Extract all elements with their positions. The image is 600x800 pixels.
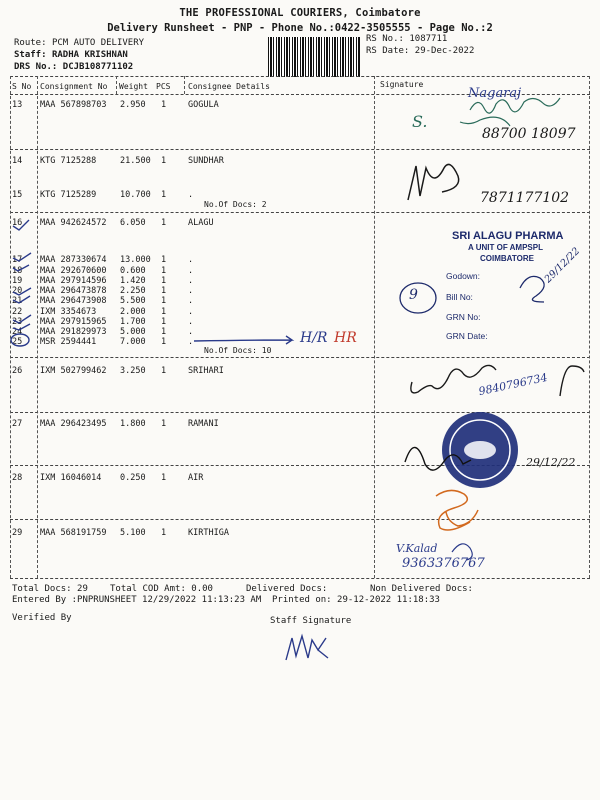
cell-sno: 22 <box>12 307 23 317</box>
cell-sno: 26 <box>12 366 23 376</box>
cell-sno: 23 <box>12 317 23 327</box>
cell-consignment-no: IXM 502799462 <box>40 366 107 376</box>
cell-consignee: . <box>188 296 194 306</box>
cell-consignee: . <box>188 337 194 347</box>
cell-weight: 3.250 <box>120 366 146 376</box>
cell-sno: 19 <box>12 276 23 286</box>
cell-weight: 0.600 <box>120 266 146 276</box>
handwritten-note-red: HR <box>334 330 357 346</box>
cell-sno: 24 <box>12 327 23 337</box>
rs-date-value: 29-Dec-2022 <box>414 46 475 56</box>
cell-sno: 17 <box>12 255 23 265</box>
non-delivered-docs: Non Delivered Docs: <box>370 584 473 594</box>
signature-stroke <box>408 164 459 200</box>
cell-sno: 13 <box>12 100 23 110</box>
cell-pcs: 1 <box>161 317 167 327</box>
header-consignee: Consignee Details <box>188 82 270 91</box>
staff-signature-text <box>294 640 296 641</box>
cell-weight: 5.000 <box>120 327 146 337</box>
handwritten-phone: 88700 18097 <box>482 126 576 142</box>
entered-by: Entered By :PNPRUNSHEET 12/29/2022 11:13:23 AM <box>12 595 262 605</box>
cell-consignee: GOGULA <box>188 100 219 110</box>
handwritten-phone: 9840796734 <box>477 370 549 399</box>
stamp-grn-date: GRN Date: <box>446 331 488 341</box>
cell-pcs: 1 <box>161 190 167 200</box>
cell-consignment-no: MAA 291829973 <box>40 327 107 337</box>
total-cod: Total COD Amt: 0.00 <box>110 584 213 594</box>
cell-pcs: 1 <box>161 255 167 265</box>
staff-signature-stroke <box>286 636 328 660</box>
tick-mark <box>13 265 29 271</box>
signature-stroke <box>460 117 510 126</box>
cell-weight: 2.250 <box>120 286 146 296</box>
cell-consignment-no: MAA 296473908 <box>40 296 107 306</box>
cell-weight: 21.500 <box>120 156 151 166</box>
cell-consignee: SUNDHAR <box>188 156 224 166</box>
route-value: PCM AUTO DELIVERY <box>51 38 145 48</box>
cell-consignment-no: MAA 297914596 <box>40 276 107 286</box>
cell-sno: 15 <box>12 190 23 200</box>
arrow-mark <box>194 336 292 344</box>
cell-weight: 5.500 <box>120 296 146 306</box>
handwritten-phone: 9363376767 <box>402 556 485 571</box>
stamp-city: COIMBATORE <box>480 254 534 263</box>
handwritten-phone: 7871177102 <box>480 190 570 206</box>
cell-pcs: 1 <box>161 419 167 429</box>
cell-consignment-no: MAA 296473878 <box>40 286 107 296</box>
cell-pcs: 1 <box>161 276 167 286</box>
cell-weight: 13.000 <box>120 255 151 265</box>
circle-mark <box>400 283 436 313</box>
cell-consignment-no: MSR 2594441 <box>40 337 97 347</box>
cell-weight: 2.950 <box>120 100 146 110</box>
tick-mark <box>13 253 31 261</box>
handwritten-note: H/R <box>300 330 328 346</box>
header-consignment: Consignment No <box>40 82 108 91</box>
handwritten-date: 29/12/22 <box>526 456 576 469</box>
no-of-docs-note: No.Of Docs: 2 <box>204 200 267 209</box>
handwritten-number: 9 <box>409 287 418 303</box>
stamp-godown: Godown: <box>446 271 481 281</box>
handwritten-name: V.Kalad <box>396 542 438 555</box>
cell-consignee: . <box>188 286 194 296</box>
cell-consignment-no: IXM 3354673 <box>40 307 97 317</box>
no-of-docs-note: No.Of Docs: 10 <box>204 346 272 355</box>
cell-consignment-no: MAA 287330674 <box>40 255 107 265</box>
runsheet-title: Delivery Runsheet - PNP - Phone No.:0422-3505555 - Page No.:2 <box>107 22 493 34</box>
cell-pcs: 1 <box>161 218 167 228</box>
handwritten-initials: S. <box>412 112 428 131</box>
tick-mark <box>13 296 30 303</box>
cell-pcs: 1 <box>161 307 167 317</box>
stamp-grn-no: GRN No: <box>446 312 481 322</box>
cell-pcs: 1 <box>161 528 167 538</box>
cell-consignee: KIRTHIGA <box>188 528 229 538</box>
cell-sno: 14 <box>12 156 23 166</box>
company-title: THE PROFESSIONAL COURIERS, Coimbatore <box>179 7 421 19</box>
cell-consignee: . <box>188 266 194 276</box>
cell-consignee: . <box>188 276 194 286</box>
cell-weight: 1.800 <box>120 419 146 429</box>
cell-weight: 2.000 <box>120 307 146 317</box>
tick-mark <box>13 324 30 330</box>
cell-sno: 27 <box>12 419 23 429</box>
handwritten-name: Nagaraj <box>468 86 522 101</box>
handwritten-date: 29/12/22 <box>542 245 583 286</box>
total-docs: Total Docs: 29 <box>12 584 88 594</box>
cell-consignee: . <box>188 307 194 317</box>
cell-sno: 25 <box>12 337 23 347</box>
cell-sno: 20 <box>12 286 23 296</box>
stamp-sub: A UNIT OF AMPSPL <box>468 243 543 252</box>
stamp-name: SRI ALAGU PHARMA <box>452 230 564 242</box>
delivered-docs: Delivered Docs: <box>246 584 328 594</box>
cell-consignee: AIR <box>188 473 204 483</box>
cell-sno: 29 <box>12 528 23 538</box>
cell-pcs: 1 <box>161 296 167 306</box>
stamp-bill-no: Bill No: <box>446 292 473 302</box>
cell-pcs: 1 <box>161 327 167 337</box>
cell-weight: 1.420 <box>120 276 146 286</box>
cell-pcs: 1 <box>161 337 167 347</box>
header-sno: S No <box>12 82 32 91</box>
cell-consignee: RAMANI <box>188 419 219 429</box>
tick-mark <box>13 288 31 295</box>
signature-stroke <box>520 276 544 302</box>
cell-weight: 6.050 <box>120 218 146 228</box>
cell-sno: 16 <box>12 218 23 228</box>
route-label: Route: <box>14 38 47 48</box>
cell-sno: 28 <box>12 473 23 483</box>
cell-consignment-no: MAA 568191759 <box>40 528 107 538</box>
cell-consignee: . <box>188 255 194 265</box>
printed-on: Printed on: 29-12-2022 11:18:33 <box>272 595 440 605</box>
header-signature: Signature <box>380 80 424 89</box>
round-stamp <box>405 412 518 488</box>
cell-consignment-no: MAA 297915965 <box>40 317 107 327</box>
cell-consignment-no: IXM 16046014 <box>40 473 102 483</box>
cell-weight: 5.100 <box>120 528 146 538</box>
staff-label: Staff: <box>14 50 47 60</box>
cell-sno: 21 <box>12 296 23 306</box>
cell-weight: 0.250 <box>120 473 146 483</box>
cell-consignee: SRIHARI <box>188 366 224 376</box>
cell-pcs: 1 <box>161 286 167 296</box>
cell-weight: 7.000 <box>120 337 146 347</box>
rs-date-label: RS Date: <box>366 46 410 56</box>
cell-pcs: 1 <box>161 366 167 376</box>
cell-consignee: . <box>188 327 194 337</box>
rs-no-label: RS No.: <box>366 34 404 44</box>
cell-pcs: 1 <box>161 100 167 110</box>
cell-consignment-no: MAA 567898703 <box>40 100 107 110</box>
cell-consignment-no: KTG 7125288 <box>40 156 97 166</box>
cell-consignee: ALAGU <box>188 218 214 228</box>
cell-weight: 1.700 <box>120 317 146 327</box>
cell-consignment-no: MAA 942624572 <box>40 218 107 228</box>
cell-consignment-no: MAA 296423495 <box>40 419 107 429</box>
cell-weight: 10.700 <box>120 190 151 200</box>
signature-stroke <box>560 366 584 396</box>
cell-consignee: . <box>188 190 194 200</box>
cell-consignment-no: MAA 292670600 <box>40 266 107 276</box>
cell-pcs: 1 <box>161 266 167 276</box>
drs-value: DCJB108771102 <box>62 62 134 72</box>
drs-label: DRS No.: <box>14 62 58 72</box>
cell-pcs: 1 <box>161 156 167 166</box>
staff-signature-label: Staff Signature <box>270 616 352 626</box>
cell-consignee: . <box>188 317 194 327</box>
staff-value: RADHA KRISHNAN <box>51 50 128 60</box>
rs-no-value: 1087711 <box>409 34 448 44</box>
header-weight: Weight <box>119 82 148 91</box>
signature-stroke <box>446 510 478 526</box>
tick-mark <box>13 315 31 323</box>
cell-consignment-no: KTG 7125289 <box>40 190 97 200</box>
verified-by: Verified By <box>12 613 72 623</box>
tick-mark <box>13 220 29 230</box>
cell-sno: 18 <box>12 266 23 276</box>
circle-mark <box>11 334 29 346</box>
cell-pcs: 1 <box>161 473 167 483</box>
header-pcs: PCS <box>156 82 171 91</box>
